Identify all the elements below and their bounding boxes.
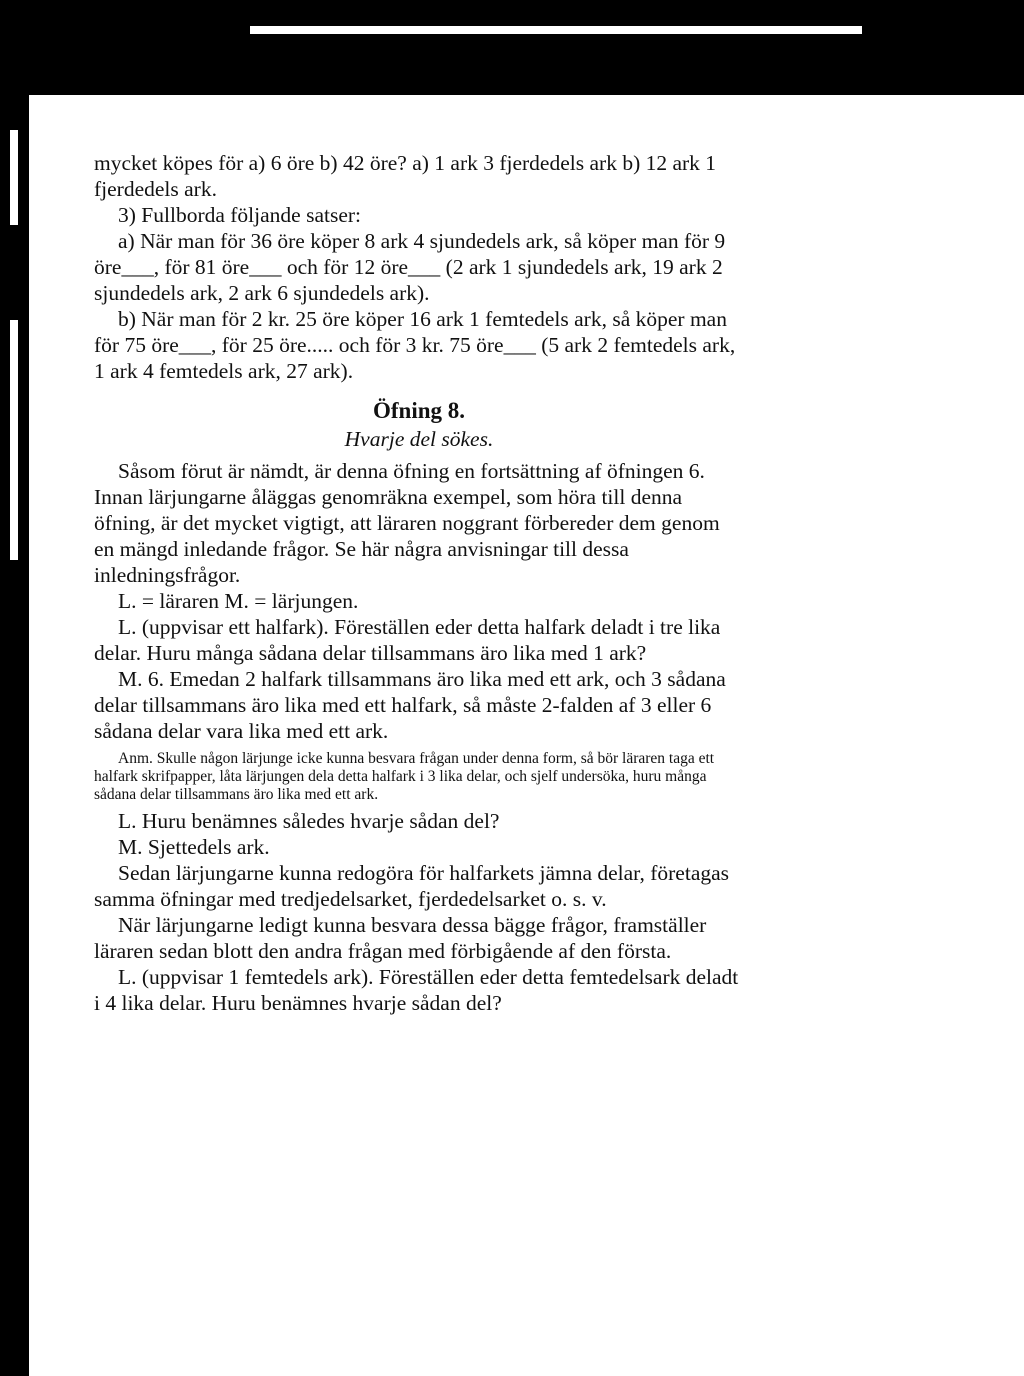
paragraph: L. Huru benämnes således hvarje sådan del? (118, 809, 500, 833)
section-subheading: Hvarje del sökes. (344, 427, 494, 451)
left-edge-mark (10, 130, 18, 225)
top-rule (250, 26, 862, 34)
book-page (29, 95, 1024, 1376)
paragraph: M. Sjettedels ark. (118, 835, 270, 859)
paragraph: När lärjungarne ledigt kunna besvara dessa bägge frågor, framställer läraren sedan blott den andra frågan med förbigående af den första. (94, 913, 707, 963)
paragraph: L. = läraren M. = lärjungen. (118, 589, 359, 613)
note: Anm. Skulle någon lärjunge icke kunna besvara frågan under denna form, så bör läraren taga ett halfark skrifpapper, låta lärjungen dela detta halfark i 3 lika delar, och sjelf undersöka, huru många sådana delar tillsammans äro lika med ett ark. (94, 750, 715, 803)
paragraph: 3) Fullborda följande satser: (118, 203, 362, 227)
paragraph: M. 6. Emedan 2 halfark tillsammans äro lika med ett ark, och 3 sådana delar tillsammans äro lika med ett halfark, så måste 2-falden af 3 eller 6 sådana delar vara lika med ett ark. (94, 667, 726, 743)
paragraph: Sedan lärjungarne kunna redogöra för halfarkets jämna delar, företagas samma öfningar med tredjedelsarket, fjerdedelsarket o. s. v. (94, 861, 730, 911)
paragraph: a) När man för 36 öre köper 8 ark 4 sjundedels ark, så köper man för 9 öre___, för 81 öre___ och för 12 öre___ (2 ark 1 sjundedels ark, 19 ark 2 sjundedels ark, 2 ark 6 sjundedels ark). (94, 229, 726, 305)
section-heading: Öfning 8. (372, 398, 466, 423)
paragraph: b) När man för 2 kr. 25 öre köper 16 ark 1 femtedels ark, så köper man för 75 öre___, för 25 öre..... och för 3 kr. 75 öre___ (5 ark 2 femtedels ark, 1 ark 4 femtedels ark, 27 ark). (94, 307, 736, 383)
left-edge-mark-2 (10, 320, 18, 560)
page-text (94, 150, 744, 1016)
paragraph: L. (uppvisar ett halfark). Föreställen eder detta halfark deladt i tre lika delar. Huru många sådana delar tillsammans äro lika med 1 ark? (94, 615, 721, 665)
paragraph: mycket köpes för a) 6 öre b) 42 öre? a) 1 ark 3 fjerdedels ark b) 12 ark 1 fjerdedels ark. (94, 151, 717, 201)
paragraph: L. (uppvisar 1 femtedels ark). Föreställen eder detta femtedelsark deladt i 4 lika delar. Huru benämnes hvarje sådan del? (94, 965, 739, 1015)
paragraph: Såsom förut är nämdt, är denna öfning en fortsättning af öfningen 6. Innan lärjungarne åläggas genomräkna exempel, som höra till denna öfning, är det mycket vigtigt, att läraren noggrant förbereder dem genom en mängd inledande frågor. Se här några anvisningar till dessa inledningsfrågor. (94, 459, 720, 587)
